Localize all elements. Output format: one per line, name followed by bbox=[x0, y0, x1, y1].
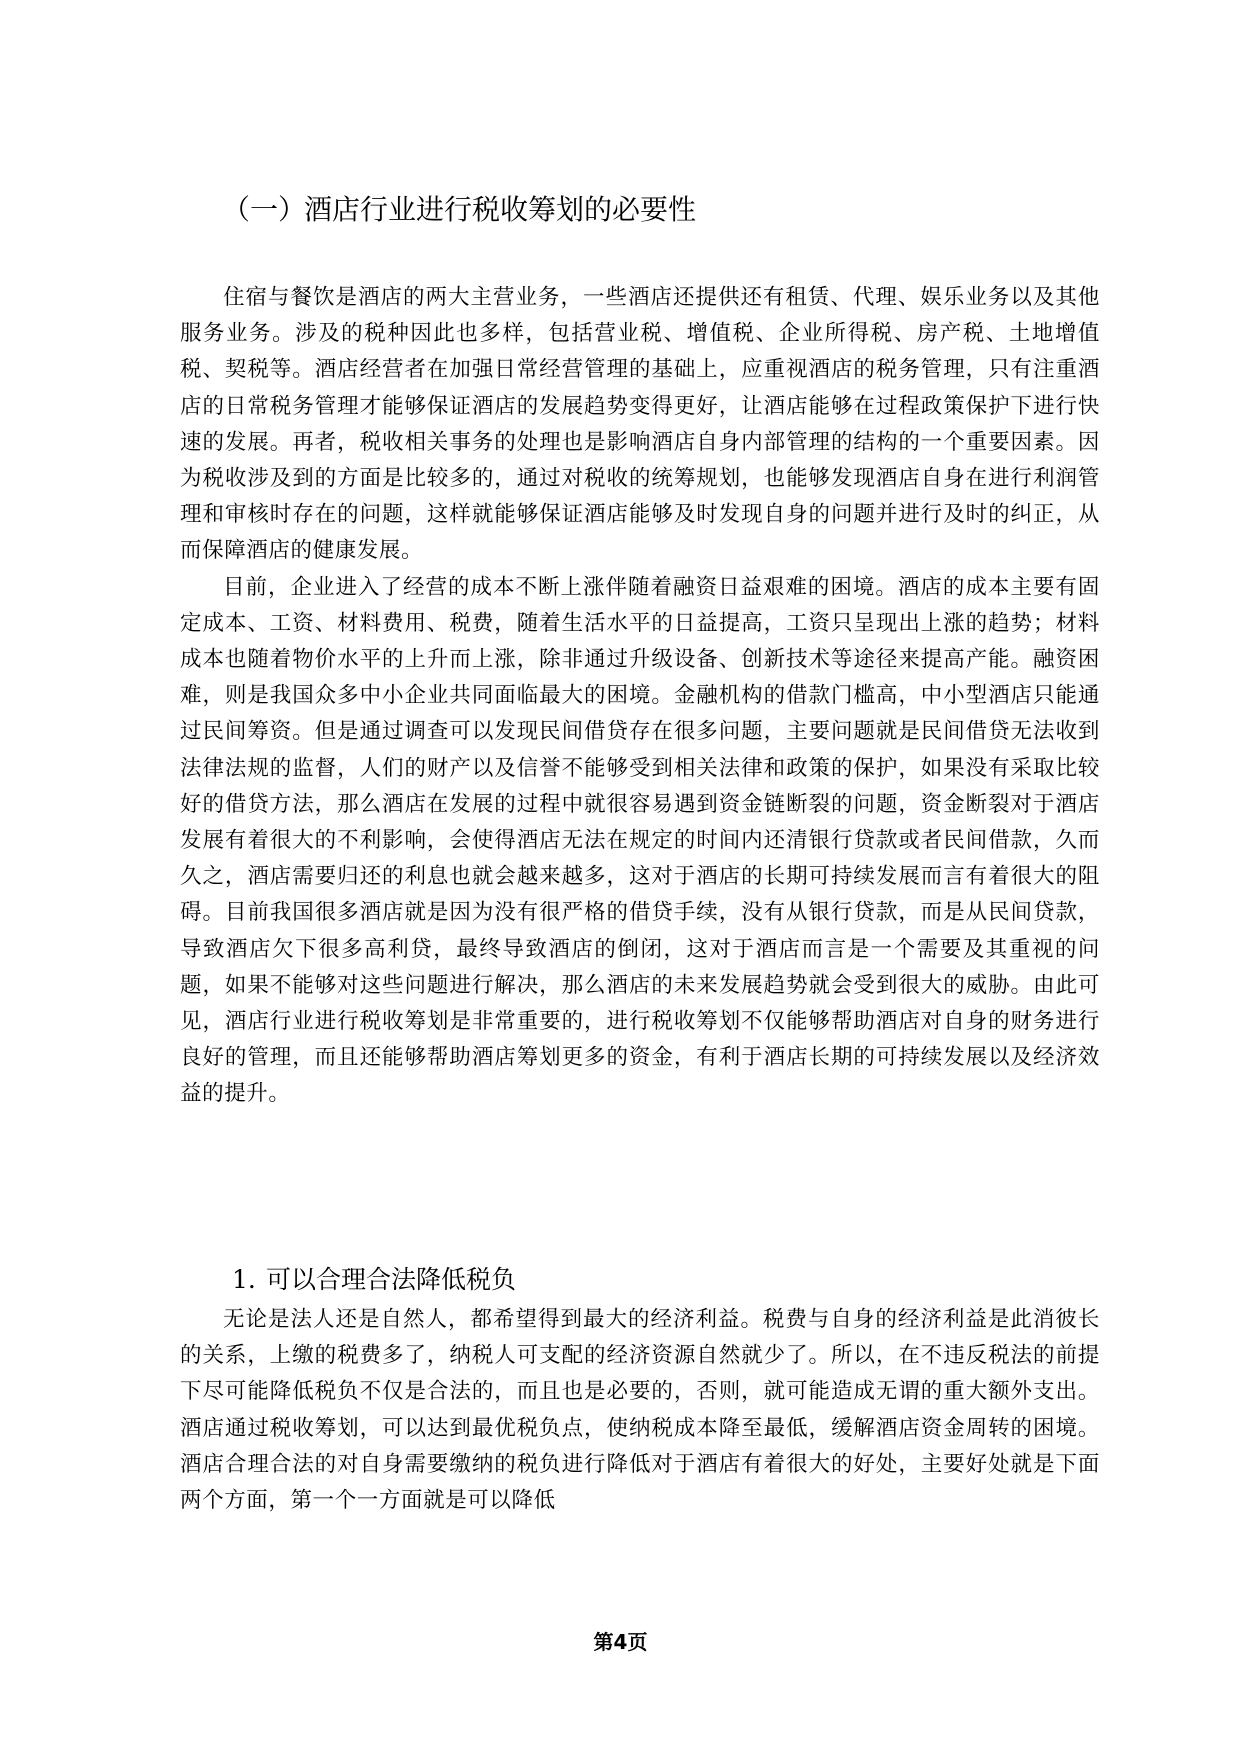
body-text-continued bbox=[180, 1302, 1100, 1519]
paragraph-2: 目前，企业进入了经营的成本不断上涨伴随着融资日益艰难的困境。酒店的成本主要有固定成本、工资、材料费用、税费，随着生活水平的日益提高，工资只呈现出上涨的趋势；材料成本也随着物价水平的上升而上涨，除非通过升级设备、创新技术等途径来提高产能。融资困难，则是我国众多中小企业共同面临最大的困境。金融机构的借款门槛高，中小型酒店只能通过民间筹资。但是通过调查可以发现民间借贷存在很多问题，主要问题就是民间借贷无法收到法律法规的监督，人们的财产以及信誉不能够受到相关法律和政策的保护，如果没有采取比较好的借贷方法，那么酒店在发展的过程中就很容易遇到资金链断裂的问题，资金断裂对于酒店发展有着很大的不利影响，会使得酒店无法在规定的时间内还清银行贷款或者民间借款，久而久之，酒店需要归还的利息也就会越来越多，这对于酒店的长期可持续发展而言有着很大的阻碍。目前我国很多酒店就是因为没有很严格的借贷手续，没有从银行贷款，而是从民间贷款，导致酒店欠下很多高利贷，最终导致酒店的倒闭，这对于酒店而言是一个需要及其重视的问题，如果不能够对这些问题进行解决，那么酒店的未来发展趋势就会受到很大的威胁。由此可见，酒店行业进行税收筹划是非常重要的，进行税收筹划不仅能够帮助酒店对自身的财务进行良好的管理，而且还能够帮助酒店筹划更多的资金，有利于酒店长期的可持续发展以及经济效益的提升。 bbox=[180, 574, 1100, 1107]
subsection-title: 可以合理合法降低税负 bbox=[266, 1265, 517, 1294]
subsection-heading bbox=[232, 1262, 516, 1298]
paragraph-3: 无论是法人还是自然人，都希望得到最大的经济利益。税费与自身的经济利益是此消彼长的关系，上缴的税费多了，纳税人可支配的经济资源自然就少了。所以，在不违反税法的前提下尽可能降低税负不仅是合法的，而且也是必要的，否则，就可能造成无谓的重大额外支出。酒店通过税收筹划，可以达到最优税负点，使纳税成本降至最低，缓解酒店资金周转的困境。酒店合理合法的对自身需要缴纳的税负进行降低对于酒店有着很大的好处，主要好处就是下面两个方面，第一个一方面就是可以降低 bbox=[180, 1307, 1100, 1514]
paragraph-1: 住宿与餐饮是酒店的两大主营业务，一些酒店还提供还有租赁、代理、娱乐业务以及其他服务业务。涉及的税种因此也多样，包括营业税、增值税、企业所得税、房产税、土地增值税、契税等。酒店经营者在加强日常经营管理的基础上，应重视酒店的税务管理，只有注重酒店的日常税务管理才能够保证酒店的发展趋势变得更好，让酒店能够在过程政策保护下进行快速的发展。再者，税收相关事务的处理也是影响酒店自身内部管理的结构的一个重要因素。因为税收涉及到的方面是比较多的，通过对税收的统筹规划，也能够发现酒店自身在进行利润管理和审核时存在的问题，这样就能够保证酒店能够及时发现自身的问题并进行及时的纠正，从而保障酒店的健康发展。 bbox=[180, 285, 1100, 564]
section-title: 酒店行业进行税收筹划的必要性 bbox=[304, 193, 697, 226]
section-heading bbox=[222, 190, 1122, 230]
page-number: 第4页 bbox=[593, 1630, 648, 1654]
section-number: （一） bbox=[222, 193, 307, 226]
subsection-number: 1. bbox=[232, 1265, 256, 1294]
body-text bbox=[180, 280, 1100, 1113]
